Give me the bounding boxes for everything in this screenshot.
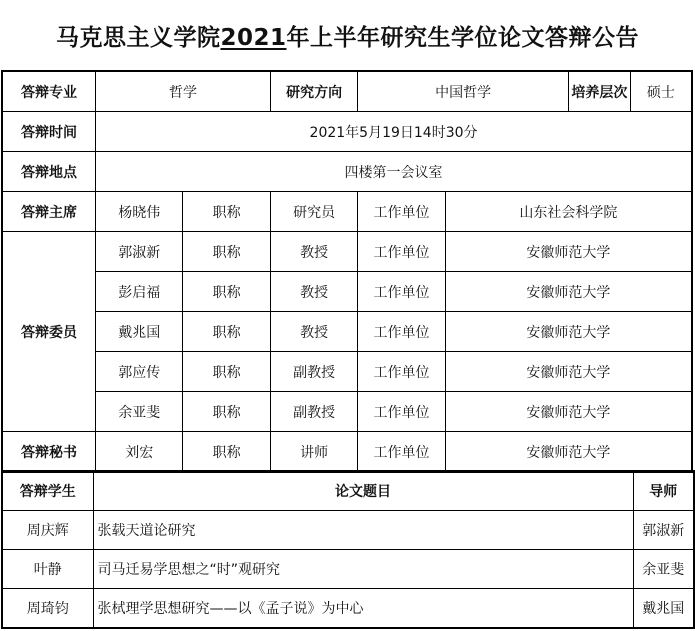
- member-row: [2, 232, 692, 272]
- advisor-name: 戴兆国: [633, 589, 694, 629]
- member-row: [2, 352, 692, 392]
- student-name: 周琦钧: [2, 589, 93, 629]
- thesis-table: [1, 470, 695, 629]
- direction-value: 中国哲学: [358, 71, 569, 112]
- student-name: 周庆辉: [2, 511, 93, 550]
- secretary-title-label: 职称: [183, 432, 270, 473]
- member-unit: 安徽师范大学: [445, 272, 692, 312]
- member-unit: 安徽师范大学: [445, 312, 692, 352]
- defense-info-table: [1, 70, 693, 473]
- place-value: 四楼第一会议室: [96, 152, 692, 192]
- member-unit-label: 工作单位: [358, 312, 445, 352]
- member-row: [2, 392, 692, 432]
- place-label: 答辩地点: [2, 152, 96, 192]
- thesis-topic: 张栻理学思想研究——以《孟子说》为中心: [93, 589, 633, 629]
- member-title-label: 职称: [183, 392, 270, 432]
- member-unit-label: 工作单位: [358, 352, 445, 392]
- title-prefix: 马克思主义学院: [55, 25, 221, 51]
- thesis-header-row: [2, 471, 694, 511]
- time-row: [2, 112, 692, 152]
- chair-row: [2, 192, 692, 232]
- student-name: 叶静: [2, 550, 93, 589]
- major-value: 哲学: [96, 71, 271, 112]
- major-label: 答辩专业: [2, 71, 96, 112]
- chair-title: 研究员: [270, 192, 357, 232]
- chair-unit-label: 工作单位: [358, 192, 445, 232]
- time-label: 答辩时间: [2, 112, 96, 152]
- member-unit-label: 工作单位: [358, 272, 445, 312]
- secretary-label: 答辩秘书: [2, 432, 96, 473]
- level-label: 培养层次: [569, 71, 631, 112]
- member-title: 副教授: [270, 392, 357, 432]
- members-label: 答辩委员: [2, 232, 96, 432]
- advisor-name: 郭淑新: [633, 511, 694, 550]
- member-unit: 安徽师范大学: [445, 232, 692, 272]
- member-title-label: 职称: [183, 272, 270, 312]
- secretary-unit: 安徽师范大学: [445, 432, 692, 473]
- time-value: 2021年5月19日14时30分: [96, 112, 692, 152]
- chair-title-label: 职称: [183, 192, 270, 232]
- member-name: 戴兆国: [96, 312, 183, 352]
- place-row: [2, 152, 692, 192]
- member-unit-label: 工作单位: [358, 232, 445, 272]
- secretary-name: 刘宏: [96, 432, 183, 473]
- chair-label: 答辩主席: [2, 192, 96, 232]
- thesis-row: [2, 511, 694, 550]
- advisor-header: 导师: [633, 471, 694, 511]
- major-row: [2, 71, 692, 112]
- member-title: 教授: [270, 272, 357, 312]
- level-value: 硕士: [630, 71, 692, 112]
- member-row: [2, 272, 692, 312]
- secretary-unit-label: 工作单位: [358, 432, 445, 473]
- topic-header: 论文题目: [93, 471, 633, 511]
- member-title: 教授: [270, 232, 357, 272]
- chair-unit: 山东社会科学院: [445, 192, 692, 232]
- page-title: [0, 0, 695, 70]
- member-row: [2, 312, 692, 352]
- direction-label: 研究方向: [270, 71, 357, 112]
- member-title: 教授: [270, 312, 357, 352]
- thesis-topic: 司马迁易学思想之“时”观研究: [93, 550, 633, 589]
- member-title-label: 职称: [183, 312, 270, 352]
- member-unit: 安徽师范大学: [445, 392, 692, 432]
- thesis-row: [2, 589, 694, 629]
- secretary-title: 讲师: [270, 432, 357, 473]
- member-name: 彭启福: [96, 272, 183, 312]
- advisor-name: 余亚斐: [633, 550, 694, 589]
- chair-name: 杨晓伟: [96, 192, 183, 232]
- title-year: 2021: [220, 25, 287, 51]
- member-name: 余亚斐: [96, 392, 183, 432]
- member-title-label: 职称: [183, 352, 270, 392]
- title-suffix: 年上半年研究生学位论文答辩公告: [286, 25, 639, 51]
- student-header: 答辩学生: [2, 471, 93, 511]
- member-title-label: 职称: [183, 232, 270, 272]
- thesis-row: [2, 550, 694, 589]
- thesis-topic: 张载天道论研究: [93, 511, 633, 550]
- member-title: 副教授: [270, 352, 357, 392]
- member-unit: 安徽师范大学: [445, 352, 692, 392]
- member-name: 郭淑新: [96, 232, 183, 272]
- member-name: 郭应传: [96, 352, 183, 392]
- secretary-row: [2, 432, 692, 473]
- member-unit-label: 工作单位: [358, 392, 445, 432]
